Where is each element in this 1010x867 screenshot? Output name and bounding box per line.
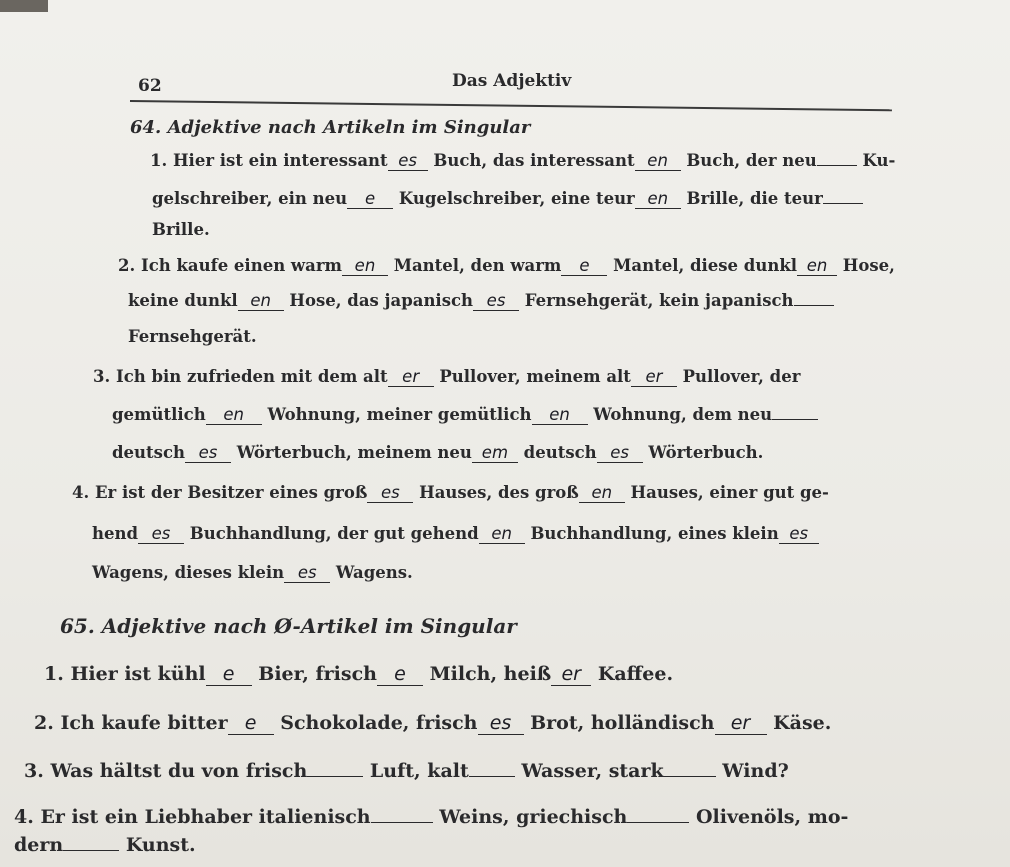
sentence-text: deutsch — [517, 443, 597, 462]
answer-blank[interactable]: en — [579, 484, 625, 503]
sentence-text: 4. Er ist der Besitzer eines groß — [72, 483, 368, 502]
sentence-text: Buchhandlung, der gut gehend — [184, 524, 479, 543]
sentence-text: Schokolade, frisch — [273, 712, 478, 734]
answer-blank[interactable]: e — [228, 713, 274, 735]
answer-blank[interactable]: es — [597, 444, 643, 463]
sentence-text: keine dunkl — [128, 291, 238, 310]
answer-blank[interactable]: es — [473, 292, 519, 311]
exercise-line — [92, 563, 413, 583]
sentence-text: gelschreiber, ein neu — [152, 189, 348, 208]
sentence-text: 3. Ich bin zufrieden mit dem alt — [93, 367, 388, 386]
sentence-text: Fernsehgerät. — [128, 327, 257, 346]
answer-blank[interactable] — [307, 776, 363, 777]
section-title: 64. Adjektive nach Artikeln im Singular — [130, 117, 531, 138]
sentence-text: Mantel, diese dunkl — [607, 256, 798, 275]
answer-blank[interactable] — [772, 419, 818, 420]
exercise-line — [24, 760, 789, 782]
answer-blank[interactable]: en — [797, 257, 837, 276]
sentence-text: Brille. — [152, 220, 210, 239]
sentence-text: Wörterbuch. — [642, 443, 764, 462]
exercise-line — [14, 806, 848, 828]
exercise-line — [14, 834, 196, 856]
answer-blank[interactable]: en — [635, 152, 681, 171]
answer-blank[interactable]: en — [342, 257, 388, 276]
exercise-line — [92, 524, 819, 544]
sentence-text: Hose, das japanisch — [283, 291, 474, 310]
sentence-text: Fernsehgerät, kein japanisch — [519, 291, 794, 310]
answer-blank[interactable]: en — [532, 406, 588, 425]
page-number: 62 — [138, 76, 162, 96]
sentence-text: dern — [14, 834, 64, 856]
answer-blank[interactable] — [627, 822, 689, 823]
sentence-text: Wörterbuch, meinem neu — [231, 443, 472, 462]
sentence-text: Wind? — [715, 760, 789, 782]
sentence-text: deutsch — [112, 443, 185, 462]
exercise-line — [128, 291, 834, 311]
answer-blank[interactable]: en — [238, 292, 284, 311]
sentence-text: Brot, holländisch — [523, 712, 715, 734]
sentence-text: Olivenöls, mo- — [689, 806, 849, 828]
sentence-text: Milch, heiß — [422, 663, 552, 685]
exercise-line — [128, 327, 257, 346]
sentence-text: 3. Was hältst du von frisch — [24, 760, 308, 782]
sentence-text: Buchhandlung, eines klein — [524, 524, 779, 543]
answer-blank[interactable] — [664, 776, 716, 777]
sentence-text: Mantel, den warm — [387, 256, 562, 275]
exercise-line — [150, 151, 895, 171]
answer-blank[interactable]: er — [631, 368, 677, 387]
answer-blank[interactable]: er — [551, 664, 591, 686]
sentence-text: Luft, kalt — [363, 760, 469, 782]
sentence-text: Buch, der neu — [680, 151, 817, 170]
answer-blank[interactable] — [371, 822, 433, 823]
answer-blank[interactable] — [823, 203, 863, 204]
sentence-text: Hauses, des groß — [413, 483, 579, 502]
sentence-text: 4. Er ist ein Liebhaber italienisch — [14, 806, 371, 828]
answer-blank[interactable]: es — [367, 484, 413, 503]
sentence-text: Ku- — [856, 151, 896, 170]
answer-blank[interactable]: er — [388, 368, 434, 387]
answer-blank[interactable]: es — [779, 525, 819, 544]
exercise-line — [118, 256, 895, 276]
exercise-line — [152, 220, 210, 239]
sentence-text: Wagens, dieses klein — [92, 563, 285, 582]
sentence-text: 2. Ich kaufe bitter — [34, 712, 228, 734]
sentence-text: Buch, das interessant — [427, 151, 635, 170]
answer-blank[interactable] — [63, 850, 119, 851]
answer-blank[interactable]: es — [284, 564, 330, 583]
sentence-text: Kugelschreiber, eine teur — [393, 189, 635, 208]
sentence-text: hend — [92, 524, 139, 543]
sentence-text: 1. Hier ist ein interessant — [150, 151, 388, 170]
sentence-text: Pullover, meinem alt — [433, 367, 631, 386]
sentence-text: Hose, — [837, 256, 895, 275]
sentence-text: Hauses, einer gut ge- — [624, 483, 829, 502]
sentence-text: Wohnung, meiner gemütlich — [261, 405, 532, 424]
answer-blank[interactable]: es — [478, 713, 524, 735]
exercise-line — [34, 712, 831, 735]
sentence-text: Pullover, der — [676, 367, 801, 386]
section-title: 65. Adjektive nach Ø-Artikel im Singular — [60, 614, 517, 638]
sentence-text: Kunst. — [119, 834, 196, 856]
chapter-header: Das Adjektiv — [452, 71, 572, 91]
answer-blank[interactable]: es — [388, 152, 428, 171]
sentence-text: Bier, frisch — [251, 663, 377, 685]
answer-blank[interactable] — [469, 776, 515, 777]
sentence-text: Weins, griechisch — [432, 806, 628, 828]
answer-blank[interactable]: en — [206, 406, 262, 425]
sentence-text: Kaffee. — [591, 663, 674, 685]
sentence-text: gemütlich — [112, 405, 206, 424]
exercise-line — [112, 405, 818, 425]
sentence-text: Wagens. — [330, 563, 413, 582]
sentence-text: 1. Hier ist kühl — [44, 663, 206, 685]
exercise-line — [44, 663, 673, 686]
exercise-line — [93, 367, 800, 387]
sentence-text: Brille, die teur — [680, 189, 823, 208]
answer-blank[interactable]: e — [561, 257, 607, 276]
answer-blank[interactable]: es — [138, 525, 184, 544]
answer-blank[interactable]: en — [479, 525, 525, 544]
answer-blank[interactable]: er — [715, 713, 767, 735]
exercise-line — [152, 189, 863, 209]
answer-blank[interactable]: es — [185, 444, 231, 463]
answer-blank[interactable]: e — [206, 664, 252, 686]
sentence-text: 2. Ich kaufe einen warm — [118, 256, 342, 275]
answer-blank[interactable]: em — [472, 444, 518, 463]
exercise-line — [112, 443, 763, 463]
exercise-line — [72, 483, 829, 503]
answer-blank[interactable] — [817, 165, 857, 166]
sentence-text: Käse. — [766, 712, 832, 734]
page-corner-shadow — [0, 0, 48, 12]
answer-blank[interactable]: en — [635, 190, 681, 209]
answer-blank[interactable]: e — [347, 190, 393, 209]
sentence-text: Wasser, stark — [514, 760, 664, 782]
header-rule — [130, 100, 892, 111]
sentence-text: Wohnung, dem neu — [587, 405, 773, 424]
answer-blank[interactable]: e — [377, 664, 423, 686]
answer-blank[interactable] — [794, 305, 834, 306]
